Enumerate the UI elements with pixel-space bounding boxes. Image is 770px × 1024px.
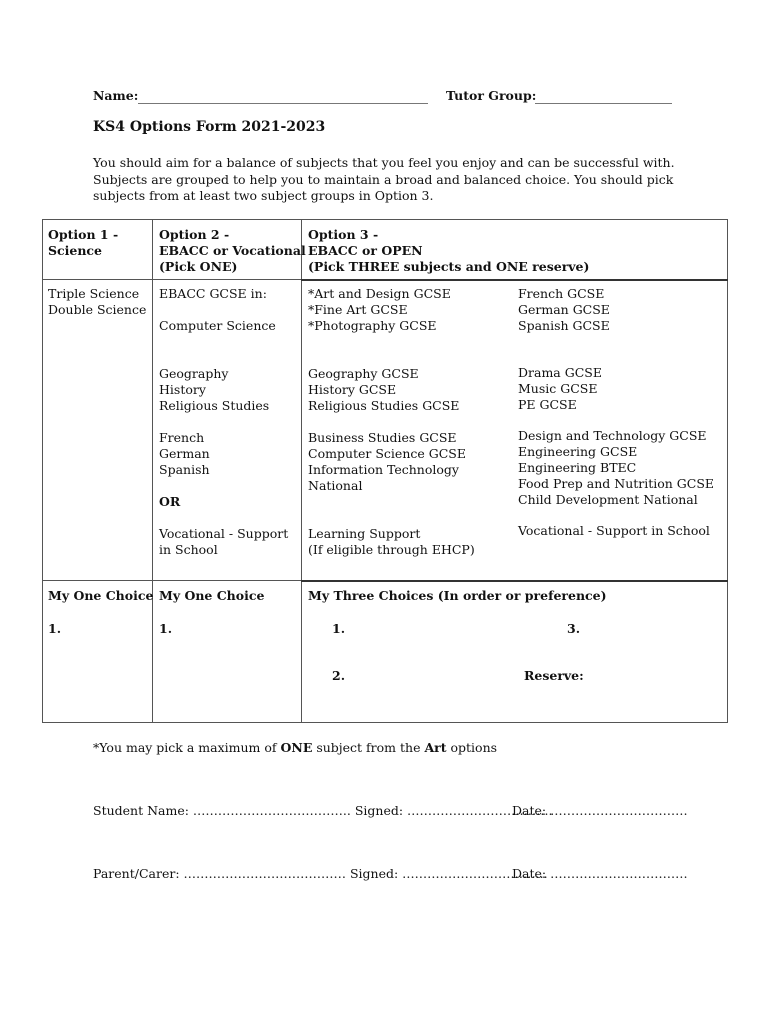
list-item: PE GCSE [518,397,577,412]
list-item: Double Science [48,302,147,317]
list-item: Information Technology [308,462,459,477]
list-item: Food Prep and Nutrition GCSE [518,476,715,491]
parent-signature-line[interactable]: Parent/Carer: ………………………………… Signed: …………………………….. [93,866,548,881]
option2-choice-number[interactable]: 1. [159,621,173,636]
list-item: Learning Support [308,526,421,541]
list-item: *Photography GCSE [308,318,437,333]
list-item: Spanish [159,462,210,477]
tutor-group-field[interactable] [535,89,672,108]
option3-choice-1[interactable]: 1. [332,621,346,636]
student-date-line[interactable]: Date: …………………………… [512,803,688,818]
option2-subtitle: EBACC or Vocational [159,243,306,258]
option3-instruction: (Pick THREE subjects and ONE reserve) [308,259,590,274]
intro-line: subjects from at least two subject groups in Option 3. [93,188,434,203]
list-item: *Fine Art GCSE [308,302,408,317]
list-item: German [159,446,210,461]
science-list [48,286,146,318]
form-title: KS4 Options Form 2021-2023 [93,119,326,135]
intro-line: Subjects are grouped to help you to maintain a broad and balanced choice. You should pick [93,171,674,187]
ebacc-intro: EBACC GCSE in: [159,286,267,301]
list-item: National [308,478,363,493]
option1-header [48,227,118,259]
option3-reserve[interactable]: Reserve: [524,668,584,683]
list-item: Music GCSE [518,381,598,396]
ebacc-languages-list [159,430,210,478]
humanities-subjects-list [308,366,459,414]
student-signature-line[interactable]: Student Name: ……………………………….. Signed: …………………………….. [93,803,553,818]
option3-choice-3[interactable]: 3. [567,621,581,636]
list-item: (If eligible through EHCP) [308,542,475,557]
list-item: Engineering BTEC [518,460,637,475]
name-label: Name: [93,88,139,103]
name-field[interactable] [138,89,428,108]
option1-choice-number[interactable]: 1. [48,621,62,636]
list-item: Religious Studies [159,398,270,413]
option3-header [308,227,589,275]
list-item: Computer Science GCSE [308,446,466,461]
art-subjects-list [308,286,451,334]
ebacc-humanities-list [159,366,269,414]
list-item: History GCSE [308,382,397,397]
parent-date-line[interactable]: Date: …………………………… [512,866,688,881]
option3-choice-label: My Three Choices (In order or preference) [308,588,607,603]
list-item: French [159,430,205,445]
learning-support-list [308,526,475,558]
list-item: Vocational - Support in School [518,523,710,538]
list-item: German GCSE [518,302,610,317]
list-item: Child Development National [518,492,698,507]
option1-choice-label: My One Choice [48,588,154,603]
list-item: Engineering GCSE [518,444,638,459]
option2-title: Option 2 - [159,227,230,242]
option2-instruction: (Pick ONE) [159,259,238,274]
ebacc-computer-science: Computer Science [159,318,276,333]
language-subjects-list [518,286,610,334]
art-footnote: *You may pick a maximum of ONE subject from the Art options [93,740,498,755]
list-item: History [159,382,206,397]
list-item: *Art and Design GCSE [308,286,451,301]
list-item: Business Studies GCSE [308,430,457,445]
vocational-open-list [518,523,710,539]
list-item: Triple Science [48,286,140,301]
or-label: OR [159,494,181,509]
list-item: in School [159,542,218,557]
list-item: Spanish GCSE [518,318,610,333]
list-item: Vocational - Support [159,526,289,541]
list-item: Geography [159,366,229,381]
list-item: Religious Studies GCSE [308,398,460,413]
business-subjects-list [308,430,466,494]
technology-subjects-list [518,428,714,508]
option3-subtitle: EBACC or OPEN [308,243,423,258]
option1-title: Option 1 - [48,227,119,242]
list-item: Geography GCSE [308,366,419,381]
tutor-group-label: Tutor Group: [446,88,537,103]
performing-subjects-list [518,365,602,413]
list-item: French GCSE [518,286,605,301]
intro-line: You should aim for a balance of subjects that you feel you enjoy and can be successful with. [93,155,675,170]
list-item: Drama GCSE [518,365,602,380]
option3-title: Option 3 - [308,227,379,242]
vocational-list [159,526,288,558]
option2-header [159,227,306,275]
option1-subtitle: Science [48,243,102,258]
option3-choice-2[interactable]: 2. [332,668,346,683]
list-item: Design and Technology GCSE [518,428,707,443]
intro-paragraph [93,155,675,205]
option2-choice-label: My One Choice [159,588,265,603]
